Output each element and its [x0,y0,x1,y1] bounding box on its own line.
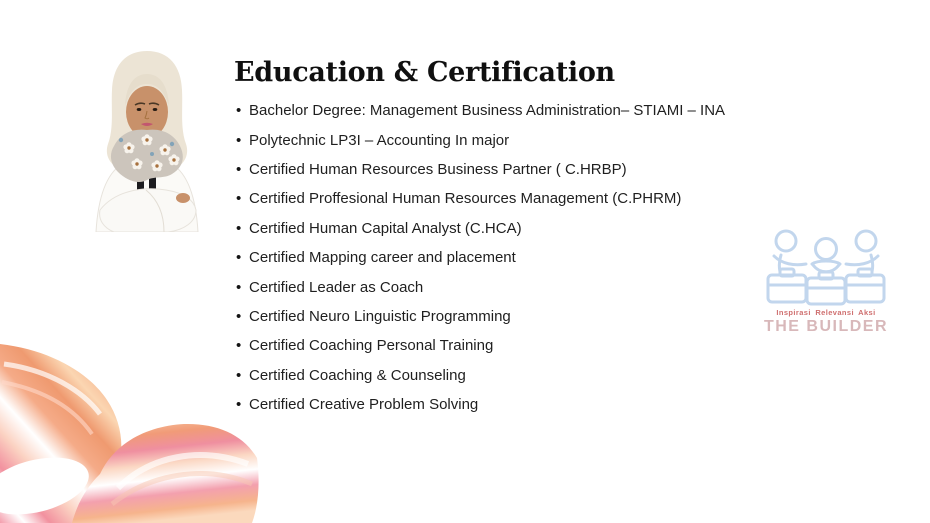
logo-name: THE BUILDER [763,318,889,335]
list-item-text: Certified Mapping career and placement [249,249,516,267]
bullet-dot: • [236,219,242,237]
list-item [236,184,725,213]
list-item [236,214,725,243]
bullet-dot: • [236,396,242,414]
list-item-text: Certified Proffesional Human Resources Management (C.PHRM) [249,190,682,208]
bullet-dot: • [236,190,242,208]
list-item [236,272,725,301]
list-item-text: Certified Neuro Linguistic Programming [249,307,511,325]
list-item-text: Certified Coaching & Counseling [249,366,466,384]
list-item-text: Certified Creative Problem Solving [249,396,479,414]
list-item [236,361,725,390]
list-item-text: Certified Human Capital Analyst (C.HCA) [249,219,522,237]
list-item [236,125,725,154]
bullet-dot: • [236,307,242,325]
three-people-with-briefcases-icon [764,226,888,306]
bullet-dot: • [236,131,242,149]
list-item-text: Certified Human Resources Business Partner ( C.HRBP) [249,160,627,178]
portrait-photo [88,48,205,232]
the-builder-logo [758,226,894,336]
logo-tagline: Inspirasi Relevansi Aksi [776,308,876,317]
list-item [236,243,725,272]
bullet-dot: • [236,249,242,267]
abstract-ribbon-decoration [0,338,260,523]
bullet-dot: • [236,102,242,120]
list-item-text: Bachelor Degree: Management Business Administration– STIAMI – INA [249,102,726,120]
bullet-dot: • [236,366,242,384]
certification-list [236,96,725,419]
list-item [236,302,725,331]
list-item-text: Polytechnic LP3I – Accounting In major [249,131,510,149]
list-item [236,155,725,184]
list-item [236,96,725,125]
list-item-text: Certified Coaching Personal Training [249,337,494,355]
list-item [236,390,725,419]
list-item [236,331,725,360]
bullet-dot: • [236,160,242,178]
bullet-dot: • [236,337,242,355]
list-item-text: Certified Leader as Coach [249,278,424,296]
bullet-dot: • [236,278,242,296]
page-title: Education & Certification [234,57,615,88]
